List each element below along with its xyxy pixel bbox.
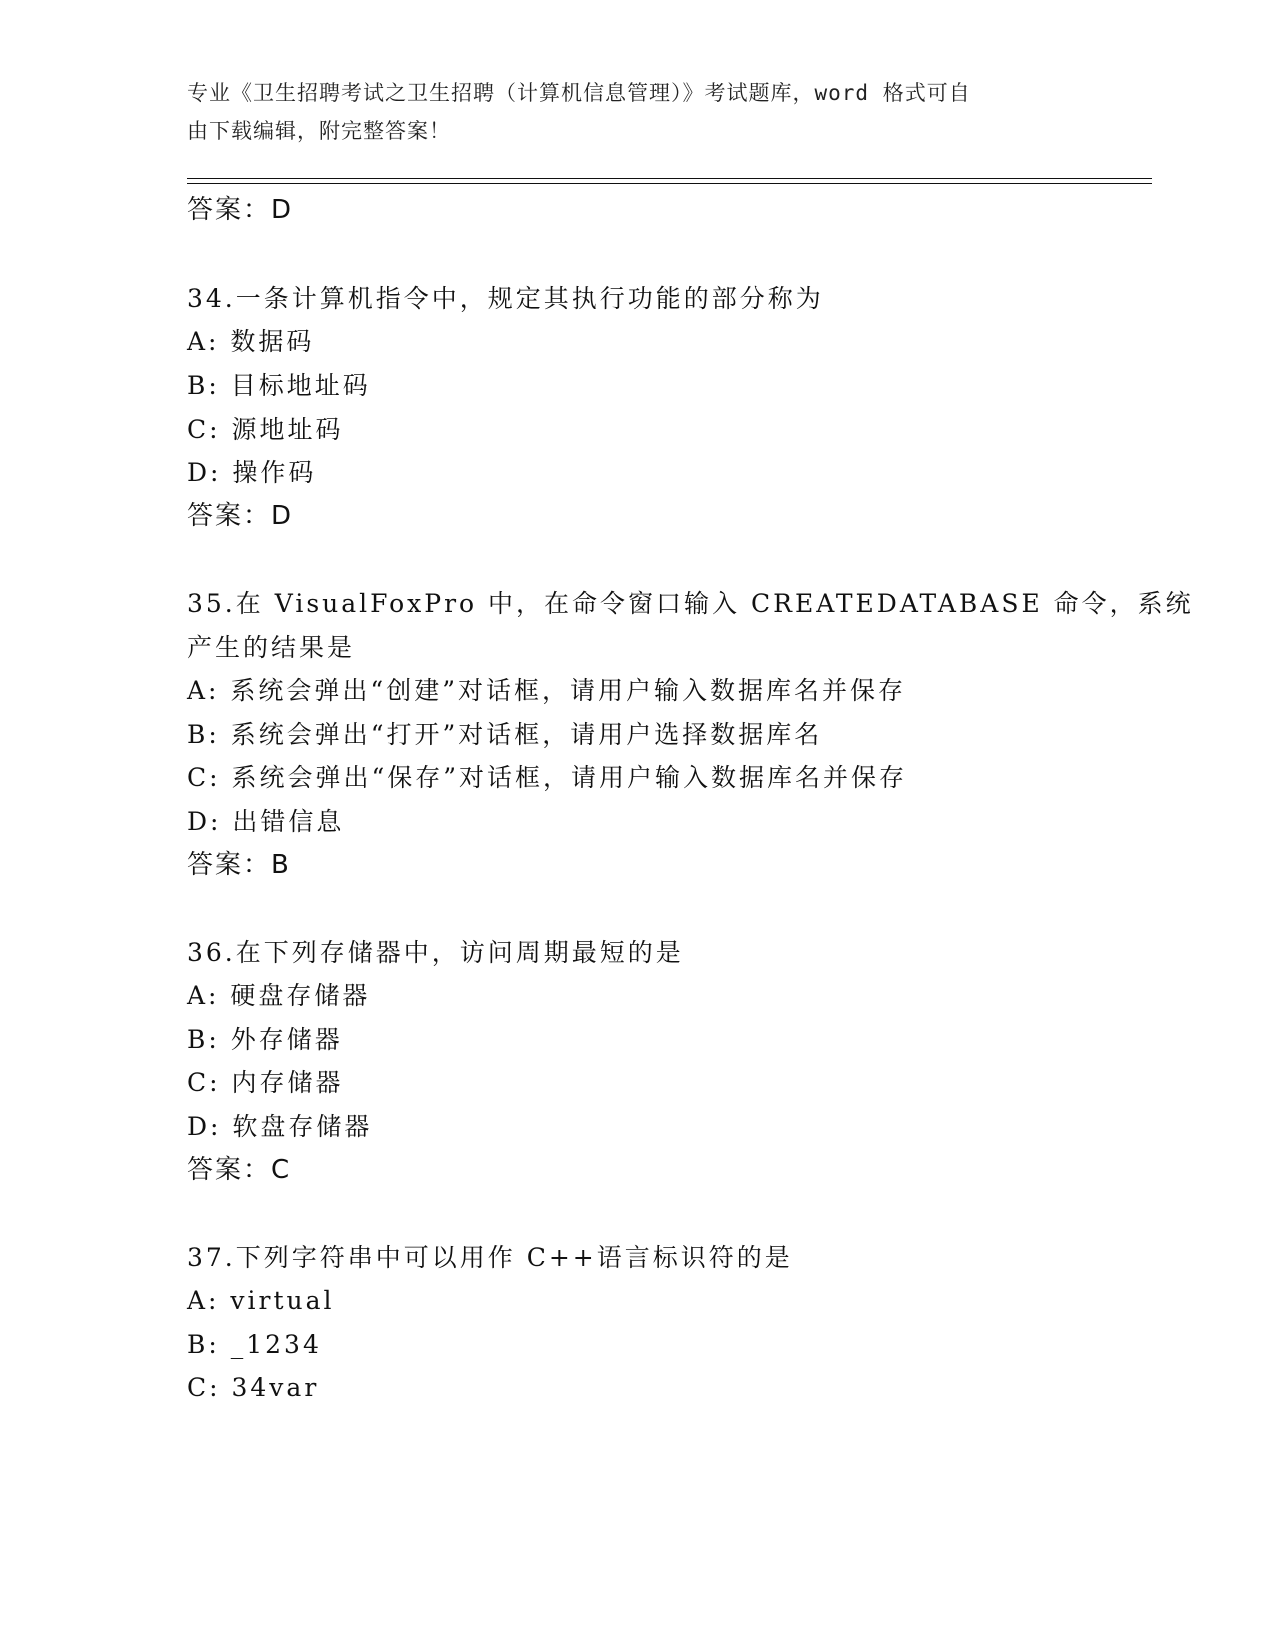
q34-option-c: C: 源地址码 xyxy=(187,415,344,444)
q35-option-d: D: 出错信息 xyxy=(187,807,345,836)
q34-option-d: D: 操作码 xyxy=(187,458,317,487)
q34-option-b: B: 目标地址码 xyxy=(187,371,371,400)
question-35-line-2: 产生的结果是 xyxy=(187,633,356,662)
header-divider-bottom xyxy=(187,183,1152,184)
q37-option-b: B: _1234 xyxy=(187,1330,322,1359)
q35-option-c: C: 系统会弹出“保存”对话框，请用户输入数据库名并保存 xyxy=(187,763,908,792)
q37-option-c: C: 34var xyxy=(187,1373,320,1402)
q35-option-a: A: 系统会弹出“创建”对话框，请用户输入数据库名并保存 xyxy=(187,676,906,705)
question-36: 36.在下列存储器中，访问周期最短的是 xyxy=(187,938,684,967)
q35-answer: 答案：B xyxy=(187,850,291,880)
answer-previous: 答案：D xyxy=(187,195,294,225)
question-37: 37.下列字符串中可以用作 C++语言标识符的是 xyxy=(187,1243,793,1272)
document-header xyxy=(187,74,1067,150)
q36-option-c: C: 内存储器 xyxy=(187,1068,344,1097)
header-divider-top xyxy=(187,178,1152,179)
question-34: 34.一条计算机指令中，规定其执行功能的部分称为 xyxy=(187,284,824,313)
q36-option-d: D: 软盘存储器 xyxy=(187,1112,373,1141)
q37-option-a: A: virtual xyxy=(187,1286,335,1315)
header-line-1: 专业《卫生招聘考试之卫生招聘（计算机信息管理）》考试题库，word 格式可自 xyxy=(187,81,971,105)
header-line-2: 由下载编辑，附完整答案！ xyxy=(187,119,451,143)
question-35-line-1: 35.在 VisualFoxPro 中，在命令窗口输入 CREATEDATABASE 命令，系统 xyxy=(187,589,1194,618)
q36-answer: 答案：C xyxy=(187,1155,292,1185)
q34-option-a: A: 数据码 xyxy=(187,327,315,356)
q36-option-b: B: 外存储器 xyxy=(187,1025,343,1054)
q36-option-a: A: 硬盘存储器 xyxy=(187,981,371,1010)
q34-answer: 答案：D xyxy=(187,501,294,531)
q35-option-b: B: 系统会弹出“打开”对话框，请用户选择数据库名 xyxy=(187,720,823,749)
